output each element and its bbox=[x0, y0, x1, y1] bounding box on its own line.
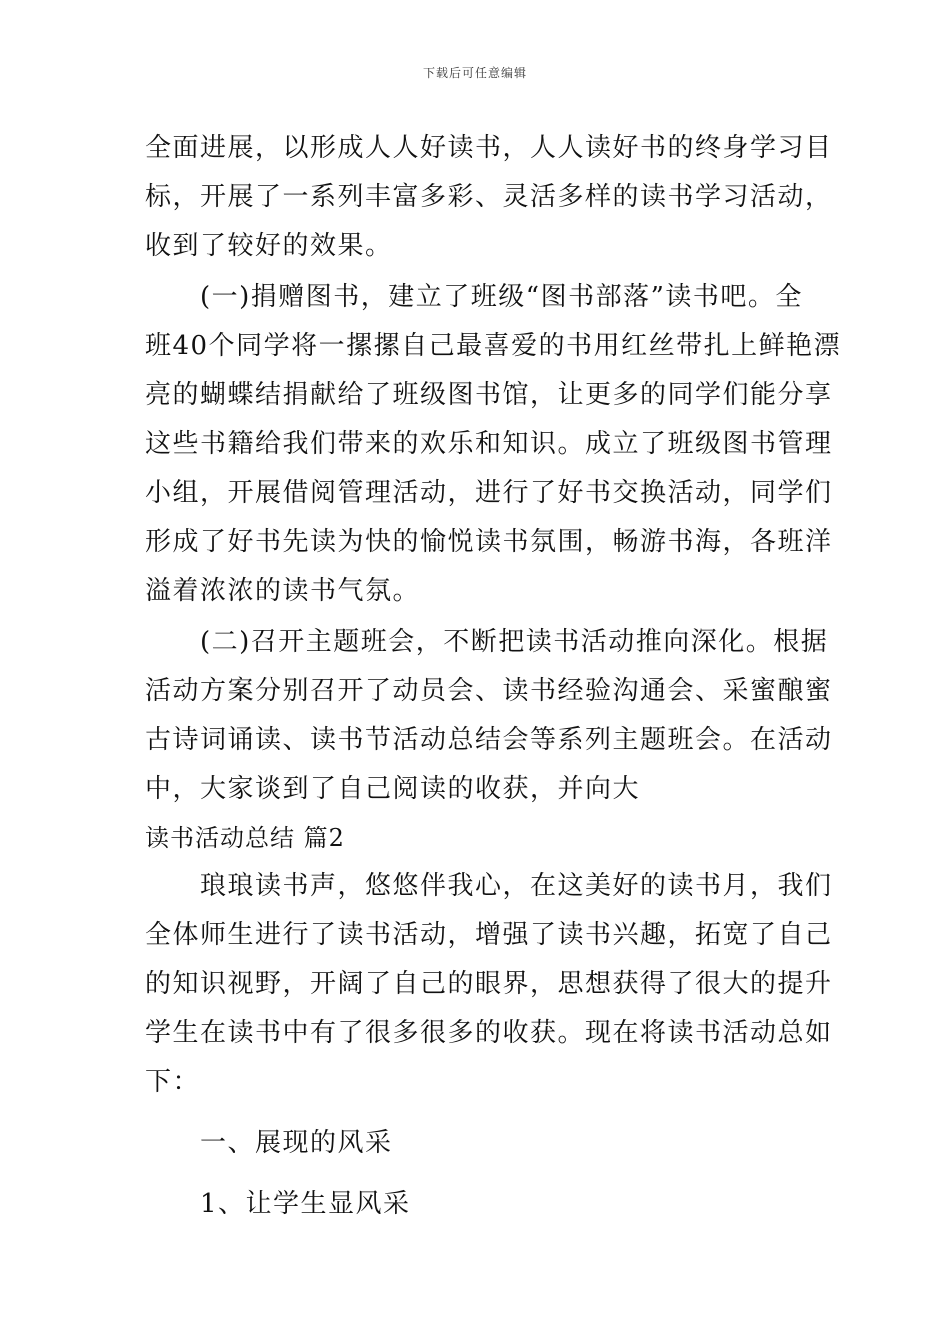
text-line: 下： bbox=[145, 1067, 201, 1097]
text-line: (二)召开主题班会，不断把读书活动推向深化。根据 bbox=[200, 627, 829, 657]
text-line: 亮的蝴蝶结捐献给了班级图书馆，让更多的同学们能分享 bbox=[145, 380, 833, 410]
text-line: 溢着浓浓的读书气氛。 bbox=[145, 576, 421, 606]
text-line: 全面进展，以形成人人好读书，人人读好书的终身学习目 bbox=[145, 133, 833, 163]
text-line: 班40个同学将一摞摞自己最喜爱的书用红丝带扎上鲜艳漂 bbox=[145, 331, 842, 361]
document-body bbox=[145, 124, 842, 1229]
subheading-1: 一、展现的风采 bbox=[200, 1128, 393, 1158]
text-line: 中，大家谈到了自己阅读的收获，并向大 bbox=[145, 774, 641, 804]
text-line: 形成了好书先读为快的愉悦读书氛围，畅游书海，各班洋 bbox=[145, 527, 833, 557]
paragraph-4 bbox=[145, 862, 833, 1107]
text-line: 琅琅读书声，悠悠伴我心，在这美好的读书月，我们 bbox=[200, 871, 833, 901]
text-line: 全体师生进行了读书活动，增强了读书兴趣，拓宽了自己 bbox=[145, 920, 833, 950]
section-title: 读书活动总结 篇2 bbox=[145, 824, 345, 852]
text-line: 古诗词诵读、读书节活动总结会等系列主题班会。在活动 bbox=[145, 725, 833, 755]
page-header: 下载后可任意编辑 bbox=[422, 66, 527, 80]
paragraph-1 bbox=[145, 124, 833, 271]
paragraph-2 bbox=[145, 273, 842, 616]
text-line: 标，开展了一系列丰富多彩、灵活多样的读书学习活动， bbox=[145, 182, 833, 212]
text-line: 学生在读书中有了很多很多的收获。现在将读书活动总如 bbox=[145, 1018, 833, 1048]
text-line: 小组，开展借阅管理活动，进行了好书交换活动，同学们 bbox=[145, 478, 833, 508]
text-line: 收到了较好的效果。 bbox=[145, 231, 393, 261]
text-line: 活动方案分别召开了动员会、读书经验沟通会、采蜜酿蜜 bbox=[145, 676, 833, 706]
text-line: 的知识视野，开阔了自己的眼界，思想获得了很大的提升 bbox=[145, 969, 833, 999]
text-line: (一)捐赠图书，建立了班级“图书部落”读书吧。全 bbox=[200, 282, 803, 312]
paragraph-3 bbox=[145, 618, 833, 814]
text-line: 这些书籍给我们带来的欢乐和知识。成立了班级图书管理 bbox=[145, 429, 833, 459]
subheading-2: 1、让学生显风采 bbox=[200, 1189, 411, 1219]
